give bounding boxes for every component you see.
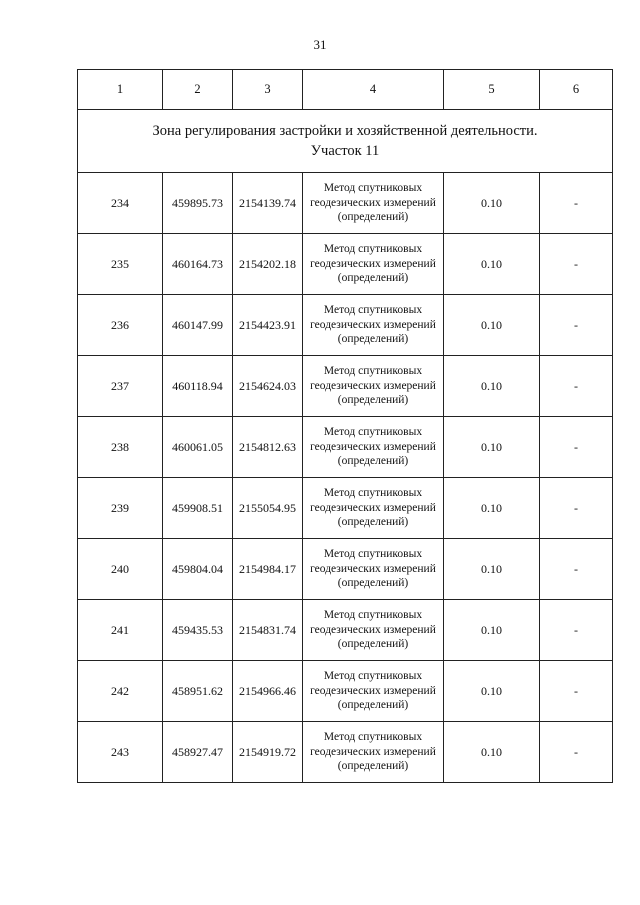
table-row [78,173,613,234]
method-cell: Метод спутниковых геодезических измерений (определений) [303,722,444,783]
accuracy-cell: 0.10 [444,478,540,539]
x-coordinate-cell: 458927.47 [163,722,233,783]
y-coordinate-cell: 2155054.95 [233,478,303,539]
accuracy-cell: 0.10 [444,539,540,600]
table-row [78,661,613,722]
note-cell: - [540,539,613,600]
zone-title-line1: Зона регулирования застройки и хозяйственной деятельности. [152,123,538,139]
accuracy-cell: 0.10 [444,722,540,783]
table-row [78,600,613,661]
point-number-cell: 238 [78,417,163,478]
method-cell: Метод спутниковых геодезических измерений (определений) [303,478,444,539]
point-number-cell: 241 [78,600,163,661]
x-coordinate-cell: 459435.53 [163,600,233,661]
accuracy-cell: 0.10 [444,661,540,722]
method-cell: Метод спутниковых геодезических измерений (определений) [303,661,444,722]
method-cell: Метод спутниковых геодезических измерений (определений) [303,539,444,600]
table-row [78,417,613,478]
table-row [78,356,613,417]
point-number-cell: 240 [78,539,163,600]
table-row [78,478,613,539]
column-header: 4 [303,70,444,110]
accuracy-cell: 0.10 [444,295,540,356]
point-number-cell: 234 [78,173,163,234]
point-number-cell: 243 [78,722,163,783]
y-coordinate-cell: 2154966.46 [233,661,303,722]
y-coordinate-cell: 2154831.74 [233,600,303,661]
y-coordinate-cell: 2154423.91 [233,295,303,356]
method-cell: Метод спутниковых геодезических измерений (определений) [303,295,444,356]
column-header: 5 [444,70,540,110]
accuracy-cell: 0.10 [444,173,540,234]
zone-title [78,110,613,173]
x-coordinate-cell: 460164.73 [163,234,233,295]
x-coordinate-cell: 460118.94 [163,356,233,417]
point-number-cell: 236 [78,295,163,356]
zone-title-line2: Участок 11 [310,143,380,159]
method-cell: Метод спутниковых геодезических измерений (определений) [303,600,444,661]
column-header: 2 [163,70,233,110]
accuracy-cell: 0.10 [444,356,540,417]
note-cell: - [540,417,613,478]
column-header: 3 [233,70,303,110]
note-cell: - [540,722,613,783]
x-coordinate-cell: 459895.73 [163,173,233,234]
y-coordinate-cell: 2154812.63 [233,417,303,478]
table-row [78,234,613,295]
point-number-cell: 235 [78,234,163,295]
accuracy-cell: 0.10 [444,600,540,661]
method-cell: Метод спутниковых геодезических измерений (определений) [303,234,444,295]
point-number-cell: 242 [78,661,163,722]
table-row [78,295,613,356]
table-row [78,539,613,600]
note-cell: - [540,478,613,539]
x-coordinate-cell: 460147.99 [163,295,233,356]
x-coordinate-cell: 459804.04 [163,539,233,600]
note-cell: - [540,356,613,417]
method-cell: Метод спутниковых геодезических измерений (определений) [303,356,444,417]
coordinates-table [77,69,613,783]
note-cell: - [540,295,613,356]
note-cell: - [540,234,613,295]
page-number: 31 [313,37,327,52]
point-number-cell: 239 [78,478,163,539]
method-cell: Метод спутниковых геодезических измерений (определений) [303,417,444,478]
x-coordinate-cell: 459908.51 [163,478,233,539]
y-coordinate-cell: 2154139.74 [233,173,303,234]
method-cell: Метод спутниковых геодезических измерений (определений) [303,173,444,234]
column-header: 1 [78,70,163,110]
x-coordinate-cell: 458951.62 [163,661,233,722]
x-coordinate-cell: 460061.05 [163,417,233,478]
note-cell: - [540,661,613,722]
y-coordinate-cell: 2154202.18 [233,234,303,295]
y-coordinate-cell: 2154919.72 [233,722,303,783]
y-coordinate-cell: 2154984.17 [233,539,303,600]
note-cell: - [540,173,613,234]
accuracy-cell: 0.10 [444,234,540,295]
column-header-row [78,70,613,110]
table-row [78,722,613,783]
note-cell: - [540,600,613,661]
column-header: 6 [540,70,613,110]
y-coordinate-cell: 2154624.03 [233,356,303,417]
accuracy-cell: 0.10 [444,417,540,478]
point-number-cell: 237 [78,356,163,417]
zone-title-row [78,110,613,173]
